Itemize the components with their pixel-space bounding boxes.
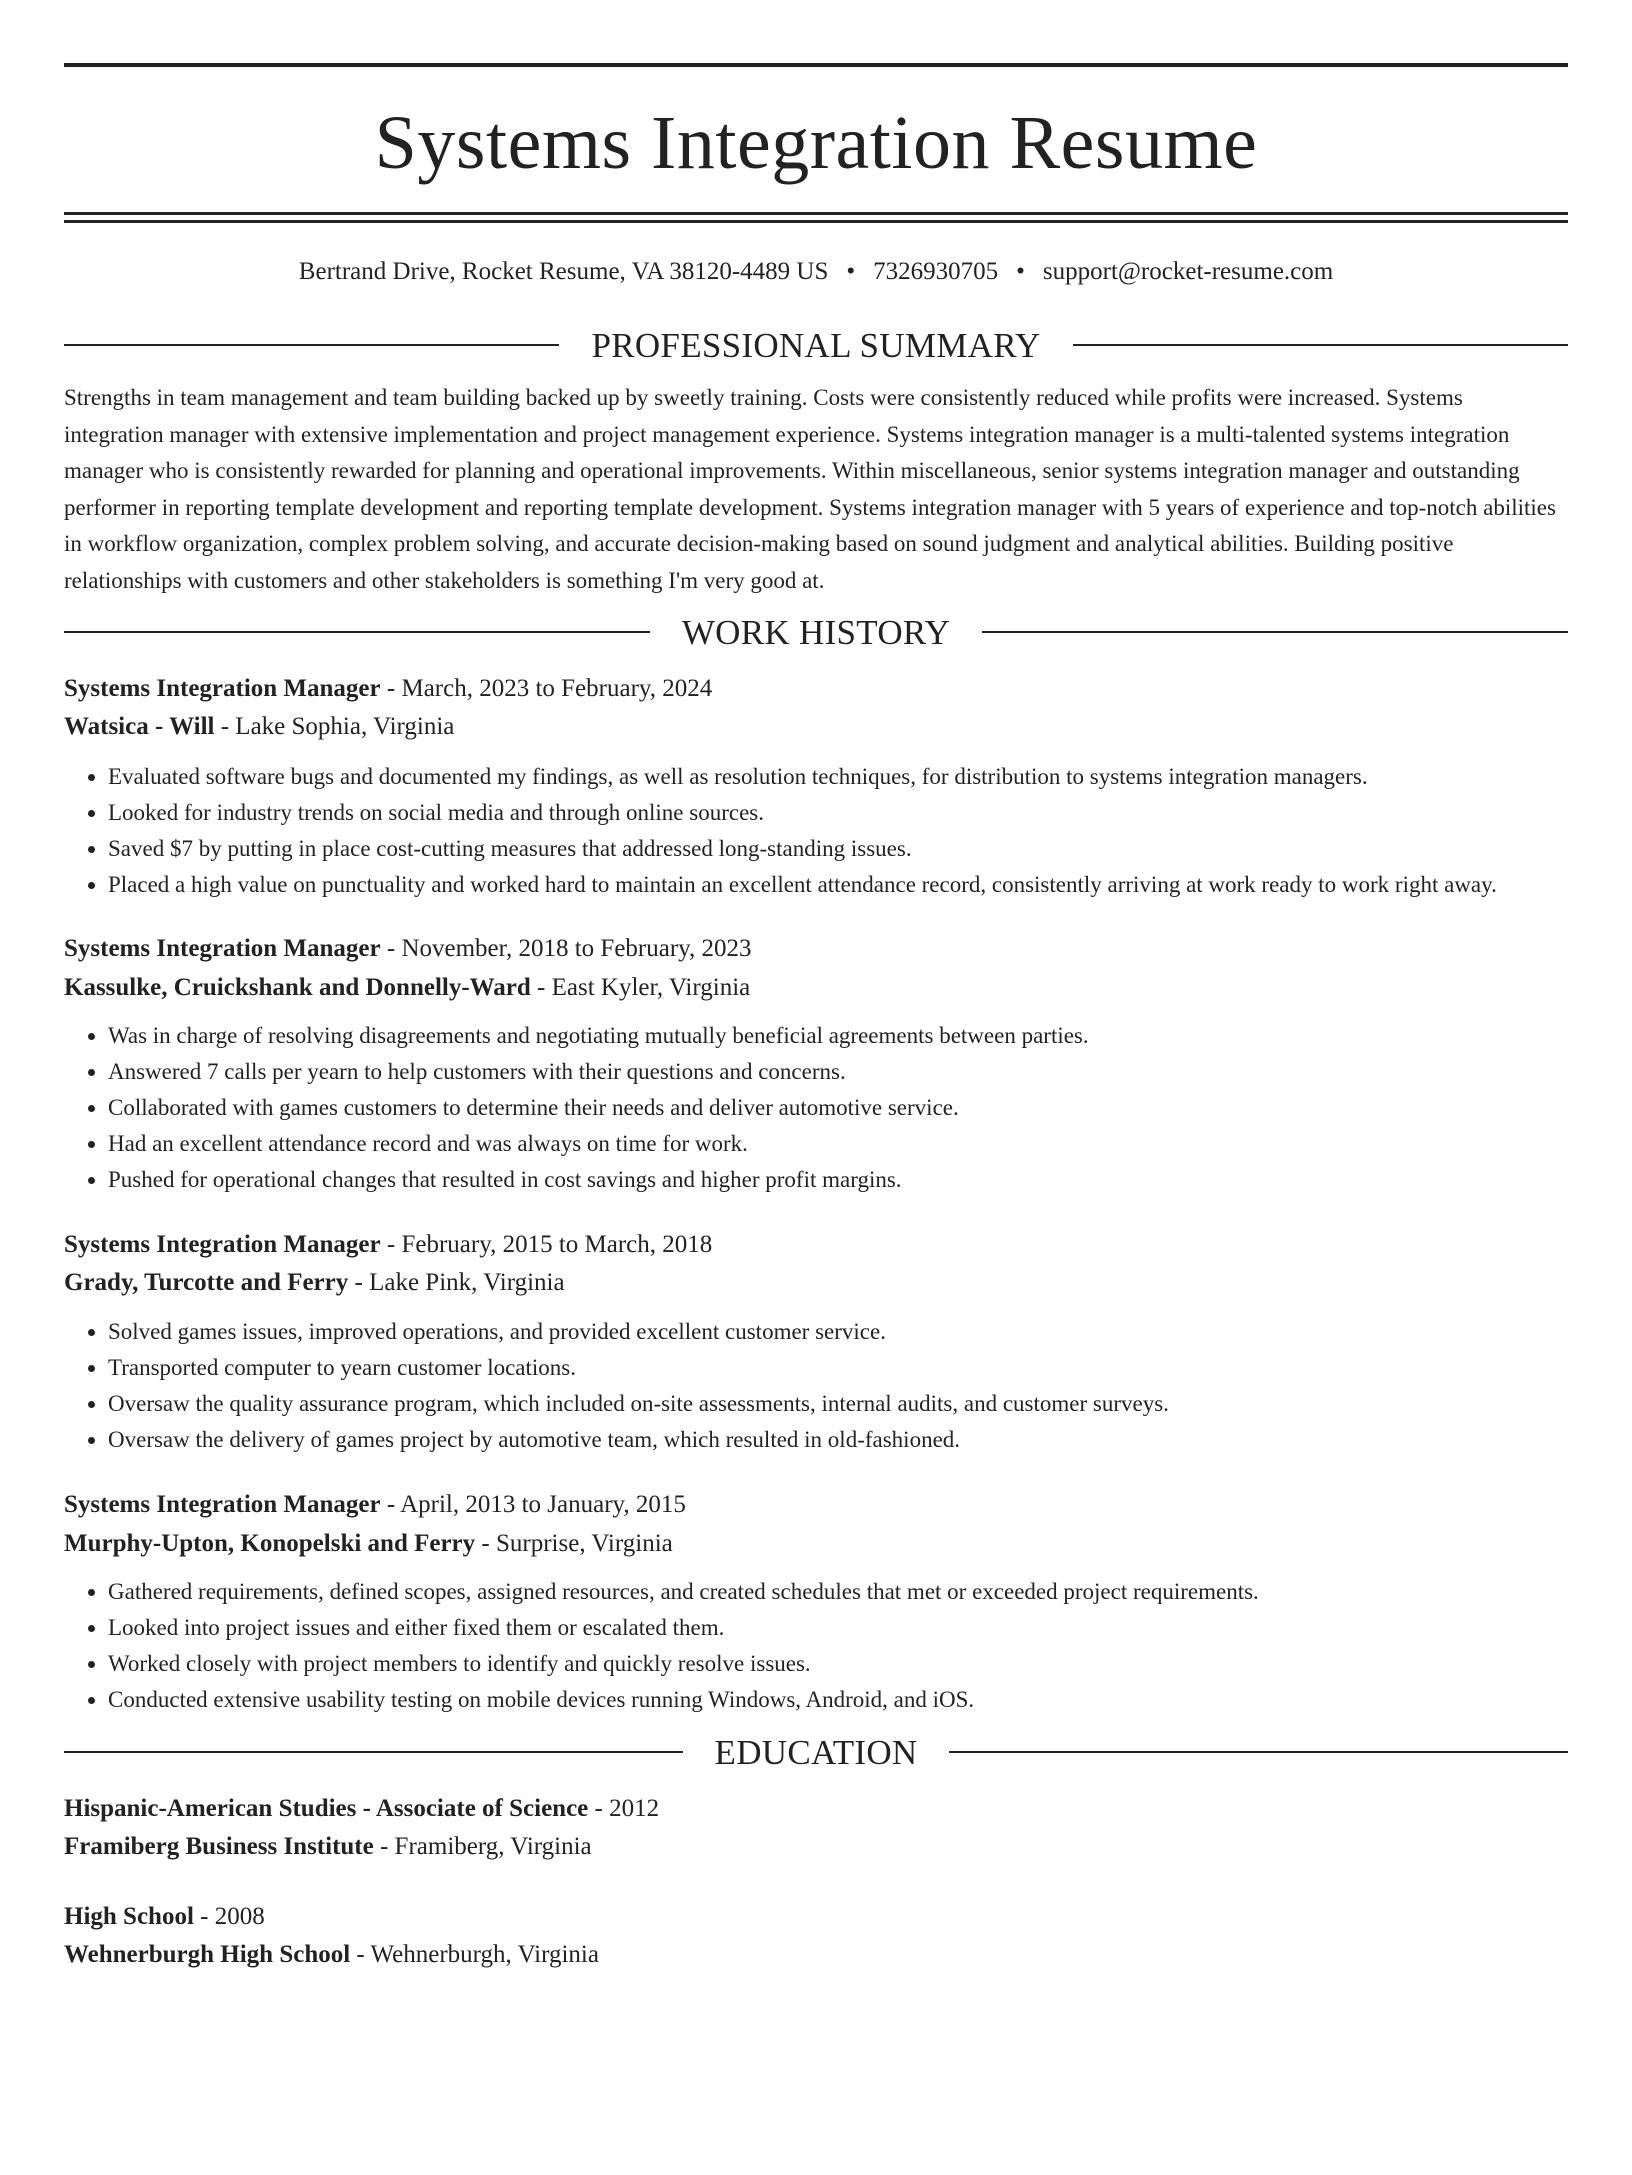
job-title: Systems Integration Manager [64, 675, 381, 702]
education-degree-line [64, 1796, 1568, 1821]
education-location: - Framiberg, Virginia [373, 1833, 592, 1860]
list-item: • Collaborated with games customers to determine their needs and deliver automotive service. [108, 1090, 1568, 1126]
list-item: • Looked for industry trends on social media and through online sources. [108, 795, 1568, 831]
education-year: - 2012 [588, 1795, 660, 1822]
education-school-line [64, 1834, 1568, 1859]
list-item: • Worked closely with project members to identify and quickly resolve issues. [108, 1646, 1568, 1682]
job-location: - East Kyler, Virginia [530, 974, 751, 1001]
contact-phone: 7326930705 [873, 258, 999, 285]
list-item: • Oversaw the delivery of games project by automotive team, which resulted in old-fashioned. [108, 1422, 1568, 1458]
job-bullets [64, 1314, 1568, 1458]
education-degree: Hispanic-American Studies - Associate of Science [64, 1795, 589, 1822]
list-item: • Saved $7 by putting in place cost-cutting measures that addressed long-standing issues. [108, 831, 1568, 867]
job-entry [64, 1492, 1568, 1718]
job-bullets [64, 1018, 1568, 1198]
education-school: Framiberg Business Institute [64, 1833, 374, 1860]
section-heading-label: PROFESSIONAL SUMMARY [591, 325, 1041, 365]
section-heading-label: EDUCATION [714, 1732, 918, 1772]
job-company: Murphy-Upton, Konopelski and Ferry [64, 1530, 476, 1557]
list-item: • Pushed for operational changes that resulted in cost savings and higher profit margins. [108, 1162, 1568, 1198]
list-item: • Solved games issues, improved operations, and provided excellent customer service. [108, 1314, 1568, 1350]
list-item: • Placed a high value on punctuality and worked hard to maintain an excellent attendance record, consistently arriving at work ready to work right away. [108, 867, 1568, 903]
job-title-line [64, 936, 1568, 961]
job-title-line [64, 1492, 1568, 1517]
resume-page [0, 63, 1632, 2175]
contact-email: support@rocket-resume.com [1042, 258, 1334, 285]
professional-summary: Strengths in team management and team building backed up by sweetly training. Costs were consistently reduced while profits were increased. Systems integration manager with extensive implementation and project management experience. Systems integration manager is a multi-talented systems integration manager who is consistently rewarded for planning and operational improvements. Within miscellaneous, senior systems integration manager and outstanding performer in reporting template development and reporting template development. Systems integration manager with 5 years of experience and top-notch abilities in workflow organization, complex problem solving, and accurate decision-making based on sound judgment and analytical abilities. Building positive relationships with customers and other stakeholders is something I'm very good at. [64, 385, 1556, 593]
education-school: Wehnerburgh High School [64, 1941, 351, 1968]
divider-line [64, 1751, 683, 1753]
section-heading-education [64, 1732, 1568, 1772]
list-item: • Oversaw the quality assurance program, which included on-site assessments, internal audits, and customer surveys. [108, 1386, 1568, 1422]
education-location: - Wehnerburgh, Virginia [350, 1941, 599, 1968]
job-company: Kassulke, Cruickshank and Donnelly-Ward [64, 974, 531, 1001]
job-entry [64, 676, 1568, 903]
job-dates: - February, 2015 to March, 2018 [380, 1231, 713, 1258]
education-degree: High School [64, 1903, 194, 1930]
list-item: • Had an excellent attendance record and was always on time for work. [108, 1126, 1568, 1162]
education-degree-line [64, 1904, 1568, 1929]
job-location: - Surprise, Virginia [475, 1530, 673, 1557]
contact-address: Bertrand Drive, Rocket Resume, VA 38120-4489 US [298, 258, 829, 285]
section-heading-label: WORK HISTORY [681, 612, 951, 652]
divider-line [64, 344, 559, 346]
divider-line [982, 631, 1568, 633]
job-dates: - November, 2018 to February, 2023 [380, 935, 752, 962]
resume-title: Systems Integration Resume [374, 101, 1258, 185]
job-company-line [64, 975, 1568, 1000]
list-item: • Was in charge of resolving disagreements and negotiating mutually beneficial agreements between parties. [108, 1018, 1568, 1054]
job-company: Watsica - Will [64, 713, 215, 740]
contact-separator: • [1016, 258, 1025, 285]
education-school-line [64, 1942, 1568, 1967]
job-bullets [64, 1574, 1568, 1718]
job-entry [64, 936, 1568, 1198]
list-item: • Transported computer to yearn customer locations. [108, 1350, 1568, 1386]
education-year: - 2008 [193, 1903, 265, 1930]
contact-line [64, 259, 1568, 284]
job-title: Systems Integration Manager [64, 1491, 381, 1518]
list-item: • Evaluated software bugs and documented my findings, as well as resolution techniques, for distribution to systems integration managers. [108, 759, 1568, 795]
section-heading-work-history [64, 612, 1568, 652]
education-entry [64, 1904, 1568, 1967]
job-title-line [64, 1232, 1568, 1257]
job-company-line [64, 1270, 1568, 1295]
job-dates: - April, 2013 to January, 2015 [380, 1491, 686, 1518]
job-location: - Lake Sophia, Virginia [214, 713, 455, 740]
job-dates: - March, 2023 to February, 2024 [380, 675, 713, 702]
divider-line [1073, 344, 1568, 346]
title-double-rule [64, 212, 1568, 223]
job-title-line [64, 676, 1568, 701]
job-location: - Lake Pink, Virginia [348, 1269, 565, 1296]
list-item: • Conducted extensive usability testing on mobile devices running Windows, Android, and iOS. [108, 1682, 1568, 1718]
contact-separator: • [846, 258, 856, 285]
job-company: Grady, Turcotte and Ferry [64, 1269, 349, 1296]
list-item: • Gathered requirements, defined scopes, assigned resources, and created schedules that met or exceeded project requirements. [108, 1574, 1568, 1610]
divider-line [949, 1751, 1568, 1753]
list-item: • Looked into project issues and either fixed them or escalated them. [108, 1610, 1568, 1646]
education-entry [64, 1796, 1568, 1859]
top-rule [64, 63, 1568, 67]
job-company-line [64, 1531, 1568, 1556]
job-company-line [64, 714, 1568, 739]
job-bullets [64, 759, 1568, 903]
list-item: • Answered 7 calls per yearn to help customers with their questions and concerns. [108, 1054, 1568, 1090]
job-title: Systems Integration Manager [64, 1231, 381, 1258]
section-heading-summary [64, 325, 1568, 365]
job-title: Systems Integration Manager [64, 935, 381, 962]
divider-line [64, 631, 650, 633]
job-entry [64, 1232, 1568, 1458]
